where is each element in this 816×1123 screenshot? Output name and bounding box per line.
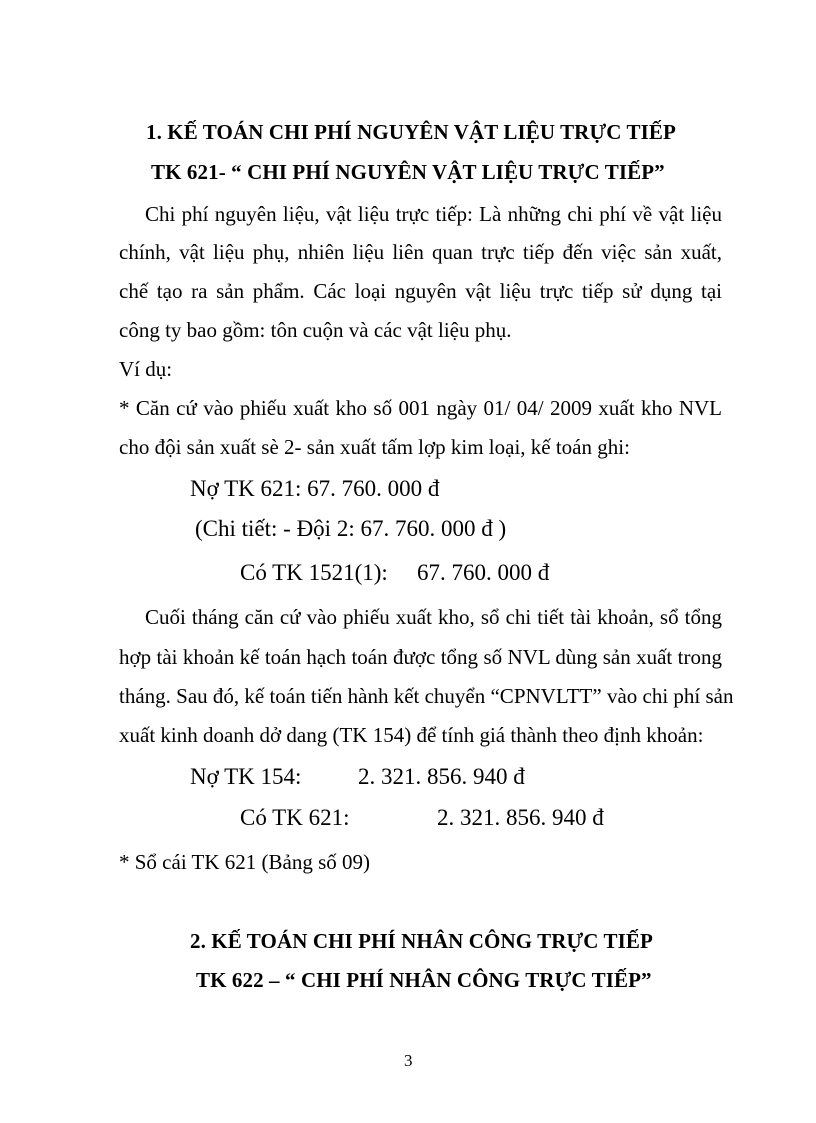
ledger-note: * Sổ cái TK 621 (Bảng số 09)	[119, 850, 371, 874]
example-line-1: * Căn cứ vào phiếu xuất kho số 001 ngày 01/ 04/ 2009 xuất kho NVL	[119, 396, 722, 420]
paragraph2-line-1: Cuối tháng căn cứ vào phiếu xuất kho, sổ chi tiết tài khoản, sổ tổng	[145, 605, 722, 629]
entry2-debit-label: Nợ TK 154:	[190, 764, 302, 789]
paragraph1-line-1: Chi phí nguyên liệu, vật liệu trực tiếp: Là những chi phí về vật liệu	[145, 202, 722, 226]
entry1-credit-label: Có TK 1521(1):	[240, 560, 388, 585]
entry2-debit-amount: 2. 321. 856. 940 đ	[358, 764, 525, 789]
entry2-credit-amount: 2. 321. 856. 940 đ	[437, 805, 604, 830]
paragraph1-line-4: công ty bao gồm: tôn cuộn và các vật liệu phụ.	[119, 318, 512, 342]
entry1-detail: (Chi tiết: - Đội 2: 67. 760. 000 đ )	[195, 516, 507, 541]
example-label: Ví dụ:	[119, 357, 173, 381]
section1-title: 1. KẾ TOÁN CHI PHÍ NGUYÊN VẬT LIỆU TRỰC TIẾP	[146, 120, 676, 144]
paragraph2-line-3: tháng. Sau đó, kế toán tiến hành kết chuyển “CPNVLTT” vào chi phí sản	[119, 684, 734, 708]
example-line-2: cho đội sản xuất sè 2- sản xuất tấm lợp kim loại, kế toán ghi:	[119, 435, 630, 459]
paragraph2-line-2: hợp tài khoản kế toán hạch toán được tổng số NVL dùng sản xuất trong	[119, 645, 722, 669]
entry1-credit-amount: 67. 760. 000 đ	[417, 560, 550, 585]
section2-subtitle: TK 622 – “ CHI PHÍ NHÂN CÔNG TRỰC TIẾP”	[196, 968, 652, 992]
section1-subtitle: TK 621- “ CHI PHÍ NGUYÊN VẬT LIỆU TRỰC TIẾP”	[151, 160, 665, 184]
paragraph1-line-3: chế tạo ra sản phẩm. Các loại nguyên vật liệu trực tiếp sử dụng tại	[119, 279, 722, 303]
page-number: 3	[404, 1051, 413, 1070]
entry2-credit-label: Có TK 621:	[240, 805, 350, 830]
paragraph1-line-2: chính, vật liệu phụ, nhiên liệu liên quan trực tiếp đến việc sản xuất,	[119, 240, 722, 264]
section2-title: 2. KẾ TOÁN CHI PHÍ NHÂN CÔNG TRỰC TIẾP	[190, 929, 653, 953]
entry1-debit: Nợ TK 621: 67. 760. 000 đ	[190, 476, 440, 501]
paragraph2-line-4: xuất kinh doanh dở dang (TK 154) để tính giá thành theo định khoản:	[119, 723, 704, 747]
